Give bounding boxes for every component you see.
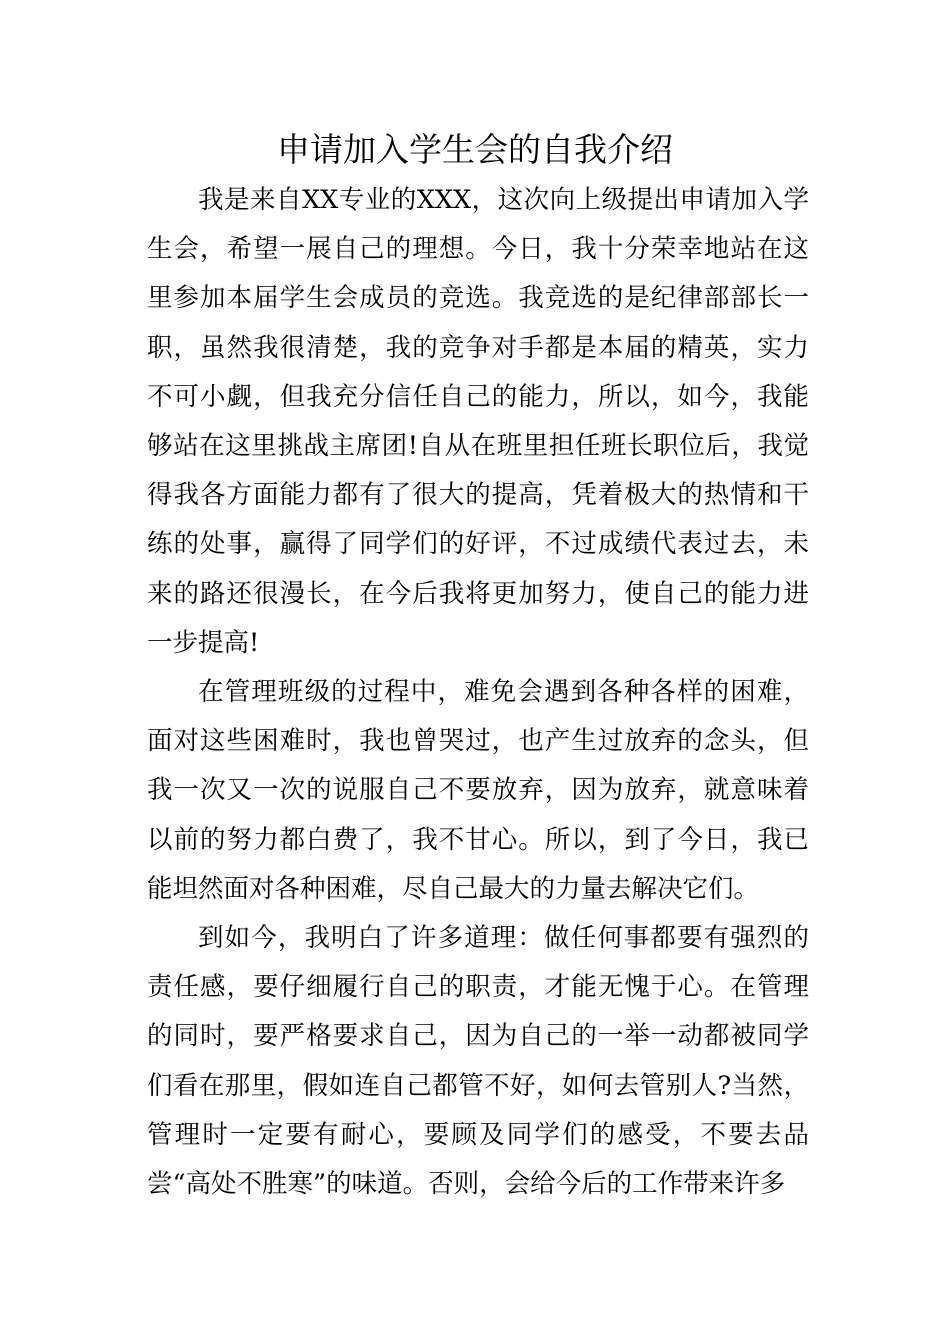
paragraph-1: 我是来自XX专业的XXX，这次向上级提出申请加入学生会，希望一展自己的理想。今日，我十分荣幸地站在这里参加本届学生会成员的竞选。我竞选的是纪律部部长一职，虽然我很清楚，我的竞争对手都是本届的精英，实力不可小觑，但我充分信任自己的能力，所以，如今，我能够站在这里挑战主席团!自从在班里担任班长职位后，我觉得我各方面能力都有了很大的提高，凭着极大的热情和干练的处事，赢得了同学们的好评，不过成绩代表过去，未来的路还很漫长，在今后我将更加努力，使自己的能力进一步提高! — [147, 185, 809, 658]
paragraph-3: 到如今，我明白了许多道理：做任何事都要有强烈的责任感，要仔细履行自己的职责，才能无愧于心。在管理的同时，要严格要求自己，因为自己的一举一动都被同学们看在那里，假如连自己都管不好，如何去管别人?当然，管理时一定要有耐心，要顾及同学们的感受，不要去品尝“高处不胜寒”的味道。否则，会给今后的工作带来许多 — [147, 923, 809, 1200]
paragraph-2: 在管理班级的过程中，难免会遇到各种各样的困难，面对这些困难时，我也曾哭过，也产生过放弃的念头，但我一次又一次的说服自己不要放弃，因为放弃，就意味着以前的努力都白费了，我不甘心。所以，到了今日，我已能坦然面对各种困难，尽自己最大的力量去解决它们。 — [147, 677, 809, 904]
document-title: 申请加入学生会的自我介绍 — [277, 130, 673, 169]
document-body — [147, 176, 809, 1209]
